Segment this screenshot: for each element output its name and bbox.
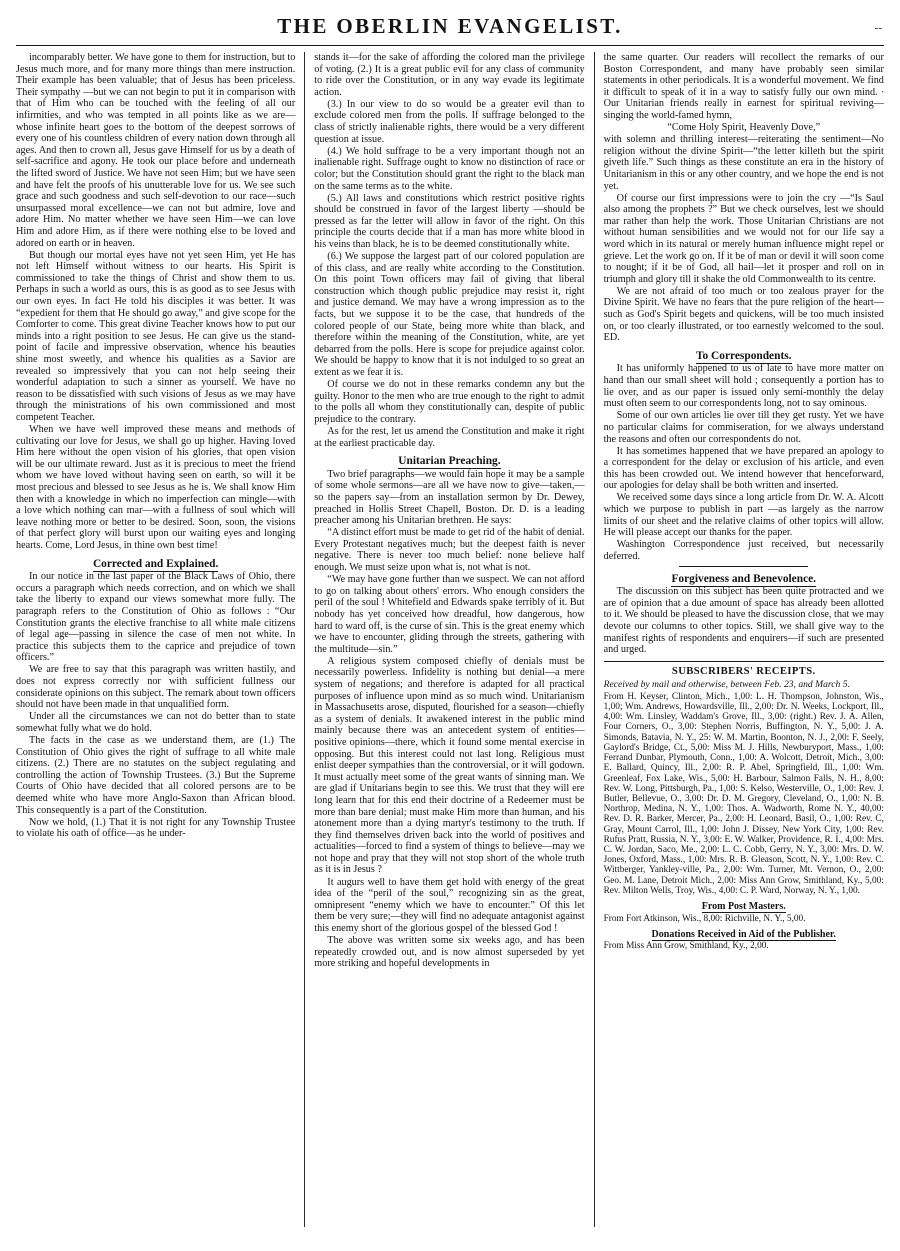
paragraph: (5.) All laws and constitutions which restrict positive rights should be construed in favor of the largest liberty —should be pressed as far the letter will allow in favor of the right. On this principle the courts decide that if a man has more white blood in his veins than black, he is to be deemed constitutionally white.	[314, 192, 585, 250]
masthead-title: THE OBERLIN EVANGELIST.	[277, 14, 623, 38]
column-container	[16, 52, 884, 1227]
paragraph: It has uniformly happened to us of late to have more matter on hand than our small sheet will hold ; consequently a portion has to lie over, and as our paper is issued only semi-monthly the delay must often seem to our correspondents long, not to say ominous.	[603, 363, 884, 410]
paragraph: As for the rest, let us amend the Constitution and make it right at the earliest practicable day.	[314, 426, 585, 449]
paragraph: Of course our first impressions were to join the cry —“Is Saul also among the prophets ?” But we check ourselves, lest we should mar rather than help the work. Those Unitarian Christians are not without human sensibilities and we would not for our life say a word which in its natural or merely human influence might repel or grieve. Let the work go on. If it be of man or devil it will soon come to nought; if it be of God, all hail—let it prosper and roll on in triumph and glory till it shake the old Commonwealth to its centre.	[603, 192, 884, 285]
page-number: --	[874, 22, 882, 34]
paragraph: In our notice in the last paper of the Black Laws of Ohio, there occurs a paragraph which needs correction, and on which we shall take the liberty to expand our views somewhat more fully. The paragraph refers to the Constitution of Ohio as follows : “Our Constitution grants the elective franchise to all white male citizens of legal age—passing in silence the case of men not white. In practice this subjects them to the caprice and prejudice of town officers.”	[16, 571, 296, 664]
paragraph: It augurs well to have them get hold with energy of the great idea of the “peril of the soul,” recognizing sin as the great, omnipresent “enemy which we have to encounter.” Of this let them be very sure;—they will find no adequate antagonist against this enemy short of the glorious gospel of the blessed God !	[314, 876, 585, 934]
donations-body: From Miss Ann Grow, Smithland, Ky., 2,00.	[603, 941, 769, 952]
paragraph: Washington Correspondence just received, but necessarily deferred.	[603, 539, 884, 562]
paragraph: “A distinct effort must be made to get rid of the habit of denial. Every Protestant negatives much; but the deepest faith is never negative. There is never too much belief: none believe half enough. We must seize upon what is, not what is not.	[314, 527, 585, 574]
paragraph: (3.) In our view to do so would be a greater evil than to exclude colored men from the polls. If suffrage belonged to the class of strictly inalienable rights, there would be a very different question at issue.	[314, 98, 585, 145]
paragraph: “We may have gone further than we suspect. We can not afford to go on talking about others' errors. Who enough considers the peril of the soul ! Whitefield and Edwards spake terribly of it. But nobody has yet conceived how dreadful, how dangerous, how hard to ward off, is the curse of sin. This is the great enemy which we have to encounter, gliding through the streets, gathering with the multitude—sin.”	[314, 574, 585, 655]
paragraph: (4.) We hold suffrage to be a very important though not an inalienable right. Suffrage ought to know no distinction of race or color; but the Constitution should grant the right to the black man on the same terms as to the white.	[314, 145, 585, 192]
paragraph: We are not afraid of too much or too zealous prayer for the Divine Spirit. We have no fears that the pure religion of the heart—such as God's Spirit begets and quickens, will be too much insisted on, or too clearly illustrated, or too earnestly welcomed to the soul. ED.	[603, 285, 884, 344]
column-2	[305, 52, 594, 1227]
donations-heading: Donations Received in Aid of the Publisher.	[651, 928, 836, 940]
section-heading-forgiveness: Forgiveness and Benevolence.	[671, 572, 817, 585]
section-heading-to-correspondents: To Correspondents.	[695, 349, 792, 362]
paragraph: The facts in the case as we understand them, are (1.) The Constitution of Ohio gives the right of suffrage to all white male citizens. (2.) There are no statutes on the subject regulating and controlling the action of Township Trustees. (3.) But the Supreme Courts of Ohio have decided that all colored persons are to be deemed white who have more Anglo-Saxon than African blood. This consequently is a part of the Constitution.	[16, 734, 296, 816]
post-masters-body: From Fort Atkinson, Wis., 8,00: Richville, N. Y., 5,00.	[603, 913, 806, 924]
paragraph: Two brief paragraphs—we would fain hope it may be a sample of some whole sermons—are all we have now to give—taken,—so the papers say—from an installation sermon by Dr. Dewey, preached in Hollis Street Chapell, Boston. Dr. D. is a leading preacher among his Unitarian brethren. He says:	[314, 468, 585, 527]
column-1	[16, 52, 305, 1227]
paragraph: But though our mortal eyes have not yet seen Him, yet He has not left Himself without witness to our hearts. His Spirit is commissioned to take the things of Christ and show them to us. Perhaps in such a world as ours, this is as good as to see Jesus with our own eyes. In fact He told his disciples it was better. It was “expedient for them that He should go away,” and give scope for the Comforter to come. This great divine Teacher knows how to put our minds into a right position to see Jesus. He can give us the stand-point of facile and impressive observation, whence his beauties shine most sweetly, and whence his qualities as a Savior are revealed so impressively that you can not help seeing their wonderful adaptation to such a sinner as yourself. We have no reason to be dissatisfied with such visions of Jesus as we may have through the ministrations of his own commissioned and most competent Teacher.	[16, 249, 296, 423]
section-heading-corrected: Corrected and Explained.	[92, 557, 219, 570]
receipts-heading: SUBSCRIBERS' RECEIPTS.	[671, 665, 816, 677]
column-3	[595, 52, 884, 1227]
receipts-subheading: Received by mail and otherwise, between Feb. 23, and March 5.	[603, 679, 850, 691]
paragraph: Some of our own articles lie over till they get rusty. Yet we have no particular claims for commiseration, for we always understand the reasons and often our correspondents do not.	[603, 410, 884, 445]
paragraph: When we have well improved these means and methods of cultivating our love for Jesus, we shall go up higher. Having loved Him here without the open vision of his glories, that open vision will be our ultimate reward. Just as it is precious to meet the friend whom we have loved without having seen on earth, so will it be most precious and blessed to see Jesus as he is. We shall know Him then with a knowledge in which no imperfection can mingle—with a love which nothing can mar—with a fullness of soul which will leave nothing more or better to be desired. Soon, soon, the visions of that perfect glory will burst upon our waiting eyes and longing hearts. Come, Lord Jesus, in thine own best time!	[16, 424, 296, 551]
section-heading-unitarian-preaching: Unitarian Preaching.	[398, 455, 501, 468]
receipts-divider	[604, 661, 884, 662]
paragraph: It has sometimes happened that we have prepared an apology to a correspondent for the delay or exclusion of his article, and even this has been crowded out. We intend however that henceforward, our apologies for delay shall be both written and inserted.	[603, 445, 884, 492]
section-divider	[679, 566, 808, 567]
post-masters-heading: From Post Masters.	[701, 900, 786, 912]
masthead-rule	[16, 45, 884, 46]
paragraph: A religious system composed chiefly of denials must be necessarily powerless. Infidelity is nothing but denial—a mere system of negations; and therefore is adapted for all practical purposes of influence upon mind as so much wind. Unitarianism in Massachusetts arose, disputed, flourished for a season—chiefly as a system of denials. It awakened interest in the public mind mainly because there was an antecedent system of entities—positive opinions—there, which it found some mental exercise in opposing. But this interest could not last long. Religious must enlist deeper sympathies than the controversial, or it will godown. It must actually meet some of the great wants of sinning man. We are glad if Unitarians begin to see this. We trust that they will ere long learn that for this end their doctrine of a Redeemer must be more than bare denial; must make Him more than human, and his atonement more than a dying martyr's testimony to the truth. If they find themselves driven back into the world of positives and actualities—forced to find a system of things to believe—may we not hope and pray that they will not stop short of the whole truth as it is in Jesus ?	[314, 655, 585, 876]
receipts-body: From H. Keyser, Clinton, Mich., 1,00: L. H. Thompson, Johnston, Wis., 1,00; Wm. Andrews, Howardsville, Ill., 2,00: Dr. N. Weeks, Lockport, Ill., 4,00: Wm. Linsley, Waddam's Grove, Ill., 3,00: (right.) Rev. J. A. Allen, Four Corners, O., 3,00: Stephen Norris, Buffington, N. Y., 5,00: J. A. Simonds, Batavia, N. Y., 25: W. M. Martin, Boonton, N. J., 2,00: F. Seely, Gaylord's Bridge, Ct., 5,00: Miss M. J. Hills, Newburyport, Mass., 1,00: Ferrand Dunbar, Plymouth, Conn., 1,00: A. Wolcott, Detroit, Mich., 3,00: E. Ballard, Quincy, Ill., 2,00: R. P. Abel, Springfield, Ill., 1,00: Wm. Greenleaf, Fox Lake, Wis., 5,00: H. Barbour, Salmon Falls, N. H., 8,00: Rev. W. Long, Pittsburgh, Pa., 1,00: S. Kelso, Westerville, O., 1,00: Rev. J. Butler, Bellevue, O., 3,00: Dr. D. M. Gregory, Cleveland, O., 1,00: N. B. Northrop, Medina, N. Y., 1,00: Thos. A. Wadworth, Rome N. Y., 40,00: Rev. D. R. Barker, Mercer, Pa., 2,00: H. Leonard, Basil, O., 1,00: Rev. C, Gray, Mount Carrol, Ill., 1,00: John J. Dissey, New York City, 1,00: Rev. Rufus Pratt, Russia, N. Y., 3,00: E. W. Walker, Providence, R. I., 4,00: Mrs. C. W. Jordan, Saco, Me., 2,00: L. C. Cobb, Gerry, N. Y., 3,00: Mrs. D. W. Jones, Oxford, Mass., 1,00: Mrs. R. B. Gleason, Scott, N. Y., 1,00: Rev. C. Wittberger, Yankley-ville, Pa., 2,00: Wm. Turner, Mt. Vernon, O., 2,00: Geo. M. Lane, Detroit Mich., 2,00: Miss Ann Grow, Smithland, Ky., 5,00: Rev. Milton Wells, Troy, Wis., 4,00: C. P. Ward, Norway, N. Y., 1,00.	[603, 691, 884, 896]
paragraph: The above was written some six weeks ago, and has been repeatedly crowded out, and is now almost superseded by yet more striking and hopeful developments in	[314, 935, 585, 970]
paragraph: Now we hold, (1.) That it is not right for any Township Trustee to violate his oath of office—as he under-	[16, 816, 296, 840]
paragraph: Of course we do not in these remarks condemn any but the guilty. Honor to the men who are true enough to the right to admit to the polls all whom they constitutionally can, despite of public prejudice to the contrary.	[314, 379, 585, 425]
paragraph: incomparably better. We have gone to them for instruction, but to Jesus much more, and for many more things than mere instruction. Their example has been valuable; that of Jesus has been priceless. Their sympathy —but we can not begin to put it in comparison with that of Him who can be touched with the feeling of all our infirmities, and who was tempted in all points like as we are—whose infinite heart goes to the bottom of the deepest sorrows of every one of his countless children of every nation down through all ages. And then to crown all, Jesus gave Himself for us by a death of self-sacrifice and agony. He took our place before and underneath the lifted sword of Justice. We have not seen Him; but we have seen and have felt the proofs of his unutterable love for us. We see such grace and such goodness and such self-devotion to our race—such unsurpassed moral excellence—we can not but admire, love and adore Him. No matter whether we have seen Him—we can love Him and adore Him, as if there were nothing else to be loved and adored on earth or in heaven.	[16, 52, 296, 249]
hymn-line: “Come Holy Spirit, Heavenly Dove,”	[667, 122, 821, 134]
masthead	[16, 14, 884, 45]
paragraph: Under all the circumstances we can not do better than to state somewhat fully what we do hold.	[16, 711, 296, 734]
paragraph: stands it—for the sake of affording the colored man the privilege of voting. (2.) It is a great public evil for any class of community to ride over the Constitution, or in any way evade its legitimate action.	[314, 52, 585, 98]
paragraph: We are free to say that this paragraph was written hastily, and does not express correctly nor with sufficient fullness our considerate opinions on this subject. The remark about town officers should not have been made in that unqualified form.	[16, 664, 296, 711]
paragraph: We received some days since a long article from Dr. W. A. Alcott which we purpose to publish in part —as largely as the narrow limits of our sheet and the relative claims of other topics will allow. He will please accept our thanks for the paper.	[603, 492, 884, 539]
paragraph: The discussion on this subject has been quite protracted and we are of opinion that a due amount of space has already been allotted to it. We should be pleased to have the discussion close, that we may devote our columns to other topics. Still, we shall give way to the manifest rights of respondents and enquirers—if such are presented and urged.	[603, 586, 884, 656]
paragraph: with solemn and thrilling interest—reiterating the sentiment—No religion without the divine Spirit—“the letter killeth but the spirit giveth life.” Such things as these constitute an era in the history of Unitarianism in this or any other country, and we hope the end is not yet.	[603, 134, 884, 192]
paragraph: the same quarter. Our readers will recollect the remarks of our Boston Correspondent, and many have probably seen similar statements in other periodicals. It is a wonderful movement. We find it difficult to speak of it in a way to satisfy fully our own mind. ∙ Our Unitarian friends really in earnest for spiritual reviving—singing the world-famed hymn,	[603, 52, 884, 121]
paragraph: (6.) We suppose the largest part of our colored population are of this class, and are really white according to the Constitution. On this point Town officers may fail of giving that liberal construction which though public prejudice may resist it, right and justice demand. We may have a wrong impression as to the facts, but we suppose it to be the case, that hundreds of the colored people of our State, being more white than black, and therefore within the meaning of the Constitution, white, are yet debarred from the polls. Here is scope for prejudice against color. We should be happy to know that it is not indulged to so great an extent as we fear it is.	[314, 251, 585, 379]
